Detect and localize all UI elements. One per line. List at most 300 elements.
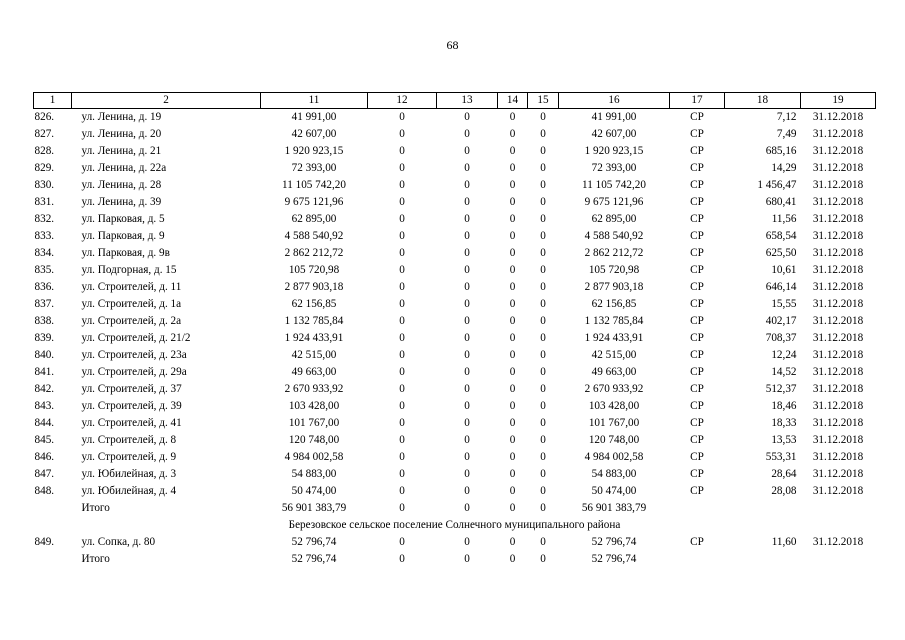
col-17-cell: СР	[690, 536, 704, 548]
col-11-cell: 42 515,00	[291, 349, 337, 361]
col-18-cell: 15,55	[771, 298, 797, 310]
col-17-cell: СР	[690, 451, 704, 463]
col-14-cell: 0	[509, 298, 516, 310]
col-14-cell: 0	[509, 230, 516, 242]
col-12-cell: 0	[399, 264, 405, 276]
row-number: 834.	[34, 247, 55, 259]
col-16-cell: 101 767,00	[588, 417, 640, 429]
col-17-cell: СР	[690, 400, 704, 412]
address-cell: ул. Парковая, д. 9	[81, 230, 165, 242]
col-18-cell: 553,31	[765, 451, 797, 463]
col-16-cell: 52 796,74	[591, 536, 637, 548]
col-14-cell: 0	[509, 162, 516, 174]
row-number: 836.	[34, 281, 55, 293]
col-12-cell: 0	[399, 111, 405, 123]
table-row	[34, 296, 876, 313]
row-number: 827.	[34, 128, 55, 140]
col-15-cell: 0	[540, 128, 546, 140]
col-13-cell: 0	[464, 298, 470, 310]
col-16-cell: 49 663,00	[591, 366, 637, 378]
table-row	[34, 143, 876, 160]
address-cell: ул. Парковая, д. 9в	[81, 247, 170, 259]
col-18-cell: 13,53	[771, 434, 797, 446]
col-12-cell: 0	[399, 128, 405, 140]
col-13-cell: 0	[464, 383, 470, 395]
col-15-cell: 0	[540, 179, 546, 191]
col-19-cell: 31.12.2018	[812, 485, 864, 497]
col-17-cell: СР	[690, 332, 704, 344]
table-row	[34, 381, 876, 398]
col-14-cell: 0	[509, 485, 516, 497]
row-number: 832.	[34, 213, 55, 225]
col-13-cell: 0	[464, 196, 470, 208]
col-14-cell: 0	[509, 451, 516, 463]
col-15-cell: 0	[540, 553, 546, 565]
row-number: 841.	[34, 366, 55, 378]
address-cell: ул. Строителей, д. 29а	[81, 366, 187, 378]
col-19-cell: 31.12.2018	[812, 468, 864, 480]
col-12-cell: 0	[399, 332, 405, 344]
col-18-cell	[725, 500, 801, 517]
address-cell: ул. Строителей, д. 1а	[81, 298, 182, 310]
col-17-cell: СР	[690, 383, 704, 395]
col-11-cell: 120 748,00	[288, 434, 340, 446]
col-14-cell: 0	[509, 468, 516, 480]
col-19-cell: 31.12.2018	[812, 145, 864, 157]
col-17-cell: СР	[690, 281, 704, 293]
col-18-cell: 625,50	[765, 247, 797, 259]
col-16-cell: 9 675 121,96	[584, 196, 644, 208]
col-17-cell	[670, 551, 725, 568]
col-17-cell: СР	[690, 468, 704, 480]
col-15-cell: 0	[540, 451, 546, 463]
col-18-cell: 7,12	[776, 111, 797, 123]
col-16-cell: 2 862 212,72	[584, 247, 644, 259]
row-number: 845.	[34, 434, 55, 446]
col-12-cell: 0	[399, 298, 405, 310]
row-number: 840.	[34, 349, 55, 361]
col-15-cell: 0	[540, 485, 546, 497]
col-16-cell: 2 877 903,18	[584, 281, 644, 293]
col-13-cell: 0	[464, 434, 470, 446]
col-17-cell: СР	[690, 349, 704, 361]
row-number: 848.	[34, 485, 55, 497]
col-11-cell: 42 607,00	[291, 128, 337, 140]
col-18-cell: 18,46	[771, 400, 797, 412]
col-18-cell: 18,33	[771, 417, 797, 429]
col-18-cell: 685,16	[765, 145, 797, 157]
col-19-cell: 31.12.2018	[812, 128, 864, 140]
address-cell: ул. Строителей, д. 2а	[81, 315, 182, 327]
column-header: 11	[261, 93, 368, 109]
table-row	[34, 534, 876, 551]
col-14-cell: 0	[509, 553, 516, 565]
col-18-cell: 10,61	[771, 264, 797, 276]
col-16-cell: 50 474,00	[591, 485, 637, 497]
table-body	[34, 109, 876, 569]
col-17-cell	[670, 500, 725, 517]
col-14-cell: 0	[509, 332, 516, 344]
col-15-cell: 0	[540, 349, 546, 361]
table-row	[34, 126, 876, 143]
col-18-cell: 11,60	[771, 536, 797, 548]
col-18-cell: 11,56	[771, 213, 797, 225]
col-17-cell: СР	[690, 485, 704, 497]
col-16-cell: 120 748,00	[588, 434, 640, 446]
address-cell: ул. Юбилейная, д. 4	[81, 485, 177, 497]
col-19-cell: 31.12.2018	[812, 162, 864, 174]
col-11-cell: 62 895,00	[291, 213, 337, 225]
row-number: 844.	[34, 417, 55, 429]
col-17-cell: СР	[690, 264, 704, 276]
col-13-cell: 0	[464, 349, 470, 361]
col-15-cell: 0	[540, 434, 546, 446]
col-15-cell: 0	[540, 230, 546, 242]
col-13-cell: 0	[464, 111, 470, 123]
address-cell: ул. Строителей, д. 41	[81, 417, 182, 429]
table-row	[34, 211, 876, 228]
col-19-cell: 31.12.2018	[812, 383, 864, 395]
row-number: 828.	[34, 145, 55, 157]
col-14-cell: 0	[509, 196, 516, 208]
address-cell: ул. Строителей, д. 21/2	[81, 332, 191, 344]
row-number: 846.	[34, 451, 55, 463]
col-16-cell: 103 428,00	[588, 400, 640, 412]
col-14-cell: 0	[509, 281, 516, 293]
col-17-cell: СР	[690, 213, 704, 225]
col-13-cell: 0	[464, 230, 470, 242]
col-11-cell: 105 720,98	[288, 264, 340, 276]
col-12-cell: 0	[399, 400, 405, 412]
col-15-cell: 0	[540, 332, 546, 344]
col-18-cell: 7,49	[776, 128, 797, 140]
row-number	[34, 500, 72, 517]
col-19-cell	[801, 500, 876, 517]
table-row	[34, 262, 876, 279]
col-19-cell: 31.12.2018	[812, 196, 864, 208]
col-15-cell: 0	[540, 162, 546, 174]
table-row	[34, 483, 876, 500]
col-14-cell: 0	[509, 247, 516, 259]
col-12-cell: 0	[399, 315, 405, 327]
address-cell: ул. Ленина, д. 21	[81, 145, 162, 157]
col-11-cell: 62 156,85	[291, 298, 337, 310]
col-13-cell: 0	[464, 315, 470, 327]
col-17-cell: СР	[690, 179, 704, 191]
col-13-cell: 0	[464, 145, 470, 157]
col-19-cell: 31.12.2018	[812, 247, 864, 259]
column-header: 18	[725, 93, 801, 109]
col-18-cell	[725, 551, 801, 568]
table-row	[34, 466, 876, 483]
row-number: 830.	[34, 179, 55, 191]
col-13-cell: 0	[464, 162, 470, 174]
section-heading-row	[34, 517, 876, 534]
col-15-cell: 0	[540, 145, 546, 157]
col-19-cell: 31.12.2018	[812, 366, 864, 378]
col-15-cell: 0	[540, 502, 546, 514]
col-16-cell: 52 796,74	[591, 553, 637, 565]
col-16-cell: 42 607,00	[591, 128, 637, 140]
col-11-cell: 52 796,74	[291, 553, 337, 565]
register-table	[33, 92, 876, 568]
address-cell: ул. Сопка, д. 80	[81, 536, 156, 548]
col-17-cell: СР	[690, 128, 704, 140]
column-header: 13	[437, 93, 498, 109]
col-13-cell: 0	[464, 332, 470, 344]
col-18-cell: 28,64	[771, 468, 797, 480]
col-19-cell: 31.12.2018	[812, 332, 864, 344]
address-cell: Итого	[81, 553, 110, 565]
col-13-cell: 0	[464, 468, 470, 480]
address-cell: ул. Юбилейная, д. 3	[81, 468, 177, 480]
col-12-cell: 0	[399, 383, 405, 395]
table-row	[34, 330, 876, 347]
col-14-cell: 0	[509, 366, 516, 378]
col-16-cell: 1 924 433,91	[584, 332, 644, 344]
col-14-cell: 0	[509, 128, 516, 140]
col-18-cell: 646,14	[765, 281, 797, 293]
col-16-cell: 54 883,00	[591, 468, 637, 480]
col-17-cell: СР	[690, 230, 704, 242]
col-11-cell: 101 767,00	[288, 417, 340, 429]
col-12-cell: 0	[399, 553, 405, 565]
address-cell: ул. Строителей, д. 9	[81, 451, 177, 463]
row-number: 826.	[34, 111, 55, 123]
address-cell: ул. Ленина, д. 22а	[81, 162, 167, 174]
col-11-cell: 1 132 785,84	[284, 315, 344, 327]
address-cell: ул. Строителей, д. 37	[81, 383, 182, 395]
col-15-cell: 0	[540, 298, 546, 310]
col-13-cell: 0	[464, 281, 470, 293]
col-16-cell: 41 991,00	[591, 111, 637, 123]
col-19-cell: 31.12.2018	[812, 298, 864, 310]
row-number: 831.	[34, 196, 55, 208]
address-cell: ул. Ленина, д. 20	[81, 128, 162, 140]
col-11-cell: 2 862 212,72	[284, 247, 344, 259]
table-row	[34, 449, 876, 466]
col-17-cell: СР	[690, 315, 704, 327]
col-14-cell: 0	[509, 383, 516, 395]
col-15-cell: 0	[540, 281, 546, 293]
col-15-cell: 0	[540, 111, 546, 123]
col-15-cell: 0	[540, 366, 546, 378]
col-16-cell: 4 588 540,92	[584, 230, 644, 242]
col-16-cell: 62 156,85	[591, 298, 637, 310]
col-16-cell: 4 984 002,58	[584, 451, 644, 463]
col-19-cell: 31.12.2018	[812, 451, 864, 463]
col-15-cell: 0	[540, 196, 546, 208]
col-18-cell: 14,29	[771, 162, 797, 174]
col-11-cell: 56 901 383,79	[281, 502, 347, 514]
col-13-cell: 0	[464, 553, 470, 565]
col-11-cell: 2 670 933,92	[284, 383, 344, 395]
col-11-cell: 2 877 903,18	[284, 281, 344, 293]
col-12-cell: 0	[399, 536, 405, 548]
address-cell: Итого	[81, 502, 110, 514]
col-17-cell: СР	[690, 196, 704, 208]
column-header: 12	[368, 93, 437, 109]
col-15-cell: 0	[540, 536, 546, 548]
col-11-cell: 103 428,00	[288, 400, 340, 412]
address-cell: ул. Парковая, д. 5	[81, 213, 165, 225]
col-12-cell: 0	[399, 366, 405, 378]
col-16-cell: 62 895,00	[591, 213, 637, 225]
row-number: 829.	[34, 162, 55, 174]
column-header: 15	[528, 93, 559, 109]
column-header: 14	[498, 93, 528, 109]
table-row	[34, 228, 876, 245]
col-15-cell: 0	[540, 315, 546, 327]
col-19-cell: 31.12.2018	[812, 349, 864, 361]
col-11-cell: 52 796,74	[291, 536, 337, 548]
col-14-cell: 0	[509, 111, 516, 123]
col-17-cell: СР	[690, 145, 704, 157]
col-13-cell: 0	[464, 366, 470, 378]
col-18-cell: 1 456,47	[757, 179, 797, 191]
row-number: 837.	[34, 298, 55, 310]
col-14-cell: 0	[509, 349, 516, 361]
col-11-cell: 54 883,00	[291, 468, 337, 480]
col-18-cell: 402,17	[765, 315, 797, 327]
column-header: 2	[72, 93, 261, 109]
col-13-cell: 0	[464, 400, 470, 412]
col-17-cell: СР	[690, 434, 704, 446]
address-cell: ул. Подгорная, д. 15	[81, 264, 177, 276]
col-11-cell: 1 920 923,15	[284, 145, 344, 157]
page-number: 68	[446, 38, 459, 52]
col-15-cell: 0	[540, 264, 546, 276]
col-16-cell: 56 901 383,79	[581, 502, 647, 514]
col-11-cell: 4 984 002,58	[284, 451, 344, 463]
row-number: 843.	[34, 400, 55, 412]
col-18-cell: 680,41	[765, 196, 797, 208]
col-18-cell: 512,37	[765, 383, 797, 395]
col-11-cell: 4 588 540,92	[284, 230, 344, 242]
col-16-cell: 105 720,98	[588, 264, 640, 276]
section-heading: Березовское сельское поселение Солнечного муниципального района	[288, 519, 621, 531]
col-15-cell: 0	[540, 213, 546, 225]
address-cell: ул. Строителей, д. 11	[81, 281, 182, 293]
col-14-cell: 0	[509, 536, 516, 548]
col-17-cell: СР	[690, 162, 704, 174]
col-14-cell: 0	[509, 264, 516, 276]
col-11-cell: 9 675 121,96	[284, 196, 344, 208]
col-11-cell: 50 474,00	[291, 485, 337, 497]
col-13-cell: 0	[464, 179, 470, 191]
col-16-cell: 72 393,00	[591, 162, 637, 174]
row-number: 835.	[34, 264, 55, 276]
col-11-cell: 72 393,00	[291, 162, 337, 174]
col-17-cell: СР	[690, 366, 704, 378]
table-row	[34, 279, 876, 296]
col-13-cell: 0	[464, 485, 470, 497]
col-14-cell: 0	[509, 315, 516, 327]
col-19-cell: 31.12.2018	[812, 536, 864, 548]
row-number: 847.	[34, 468, 55, 480]
col-14-cell: 0	[509, 502, 516, 514]
address-cell: ул. Строителей, д. 39	[81, 400, 182, 412]
col-12-cell: 0	[399, 281, 405, 293]
table-row	[34, 160, 876, 177]
col-19-cell: 31.12.2018	[812, 264, 864, 276]
col-16-cell: 1 920 923,15	[584, 145, 644, 157]
col-11-cell: 49 663,00	[291, 366, 337, 378]
col-12-cell: 0	[399, 468, 405, 480]
row-number: 833.	[34, 230, 55, 242]
table-row	[34, 432, 876, 449]
col-12-cell: 0	[399, 179, 405, 191]
col-12-cell: 0	[399, 451, 405, 463]
address-cell: ул. Ленина, д. 28	[81, 179, 162, 191]
table-row	[34, 347, 876, 364]
col-11-cell: 41 991,00	[291, 111, 337, 123]
address-cell: ул. Ленина, д. 39	[81, 196, 162, 208]
col-18-cell: 658,54	[765, 230, 797, 242]
col-18-cell: 708,37	[765, 332, 797, 344]
col-19-cell: 31.12.2018	[812, 179, 864, 191]
col-13-cell: 0	[464, 502, 470, 514]
col-12-cell: 0	[399, 485, 405, 497]
column-header: 16	[559, 93, 670, 109]
col-12-cell: 0	[399, 502, 405, 514]
col-16-cell: 42 515,00	[591, 349, 637, 361]
col-19-cell: 31.12.2018	[812, 213, 864, 225]
table-row	[34, 194, 876, 211]
col-13-cell: 0	[464, 264, 470, 276]
col-15-cell: 0	[540, 468, 546, 480]
col-13-cell: 0	[464, 247, 470, 259]
table-header-row	[34, 93, 876, 109]
column-header: 19	[801, 93, 876, 109]
col-18-cell: 28,08	[771, 485, 797, 497]
table-row	[34, 313, 876, 330]
row-number: 849.	[34, 536, 55, 548]
table-row	[34, 415, 876, 432]
col-12-cell: 0	[399, 230, 405, 242]
col-12-cell: 0	[399, 434, 405, 446]
col-19-cell: 31.12.2018	[812, 315, 864, 327]
col-12-cell: 0	[399, 145, 405, 157]
col-14-cell: 0	[509, 145, 516, 157]
col-11-cell: 1 924 433,91	[284, 332, 344, 344]
col-17-cell: СР	[690, 247, 704, 259]
col-12-cell: 0	[399, 196, 405, 208]
col-19-cell: 31.12.2018	[812, 400, 864, 412]
col-13-cell: 0	[464, 536, 470, 548]
col-12-cell: 0	[399, 162, 405, 174]
col-19-cell: 31.12.2018	[812, 417, 864, 429]
col-17-cell: СР	[690, 111, 704, 123]
col-16-cell: 2 670 933,92	[584, 383, 644, 395]
column-header: 1	[34, 93, 72, 109]
row-number	[34, 551, 72, 568]
col-15-cell: 0	[540, 400, 546, 412]
column-header: 17	[670, 93, 725, 109]
col-14-cell: 0	[509, 417, 516, 429]
col-16-cell: 11 105 742,20	[582, 179, 646, 191]
col-16-cell: 1 132 785,84	[584, 315, 644, 327]
col-19-cell	[801, 551, 876, 568]
col-12-cell: 0	[399, 349, 405, 361]
row-number: 838.	[34, 315, 55, 327]
col-15-cell: 0	[540, 383, 546, 395]
col-13-cell: 0	[464, 417, 470, 429]
table-row	[34, 109, 876, 127]
col-12-cell: 0	[399, 213, 405, 225]
col-19-cell: 31.12.2018	[812, 111, 864, 123]
address-cell: ул. Ленина, д. 19	[81, 111, 162, 123]
